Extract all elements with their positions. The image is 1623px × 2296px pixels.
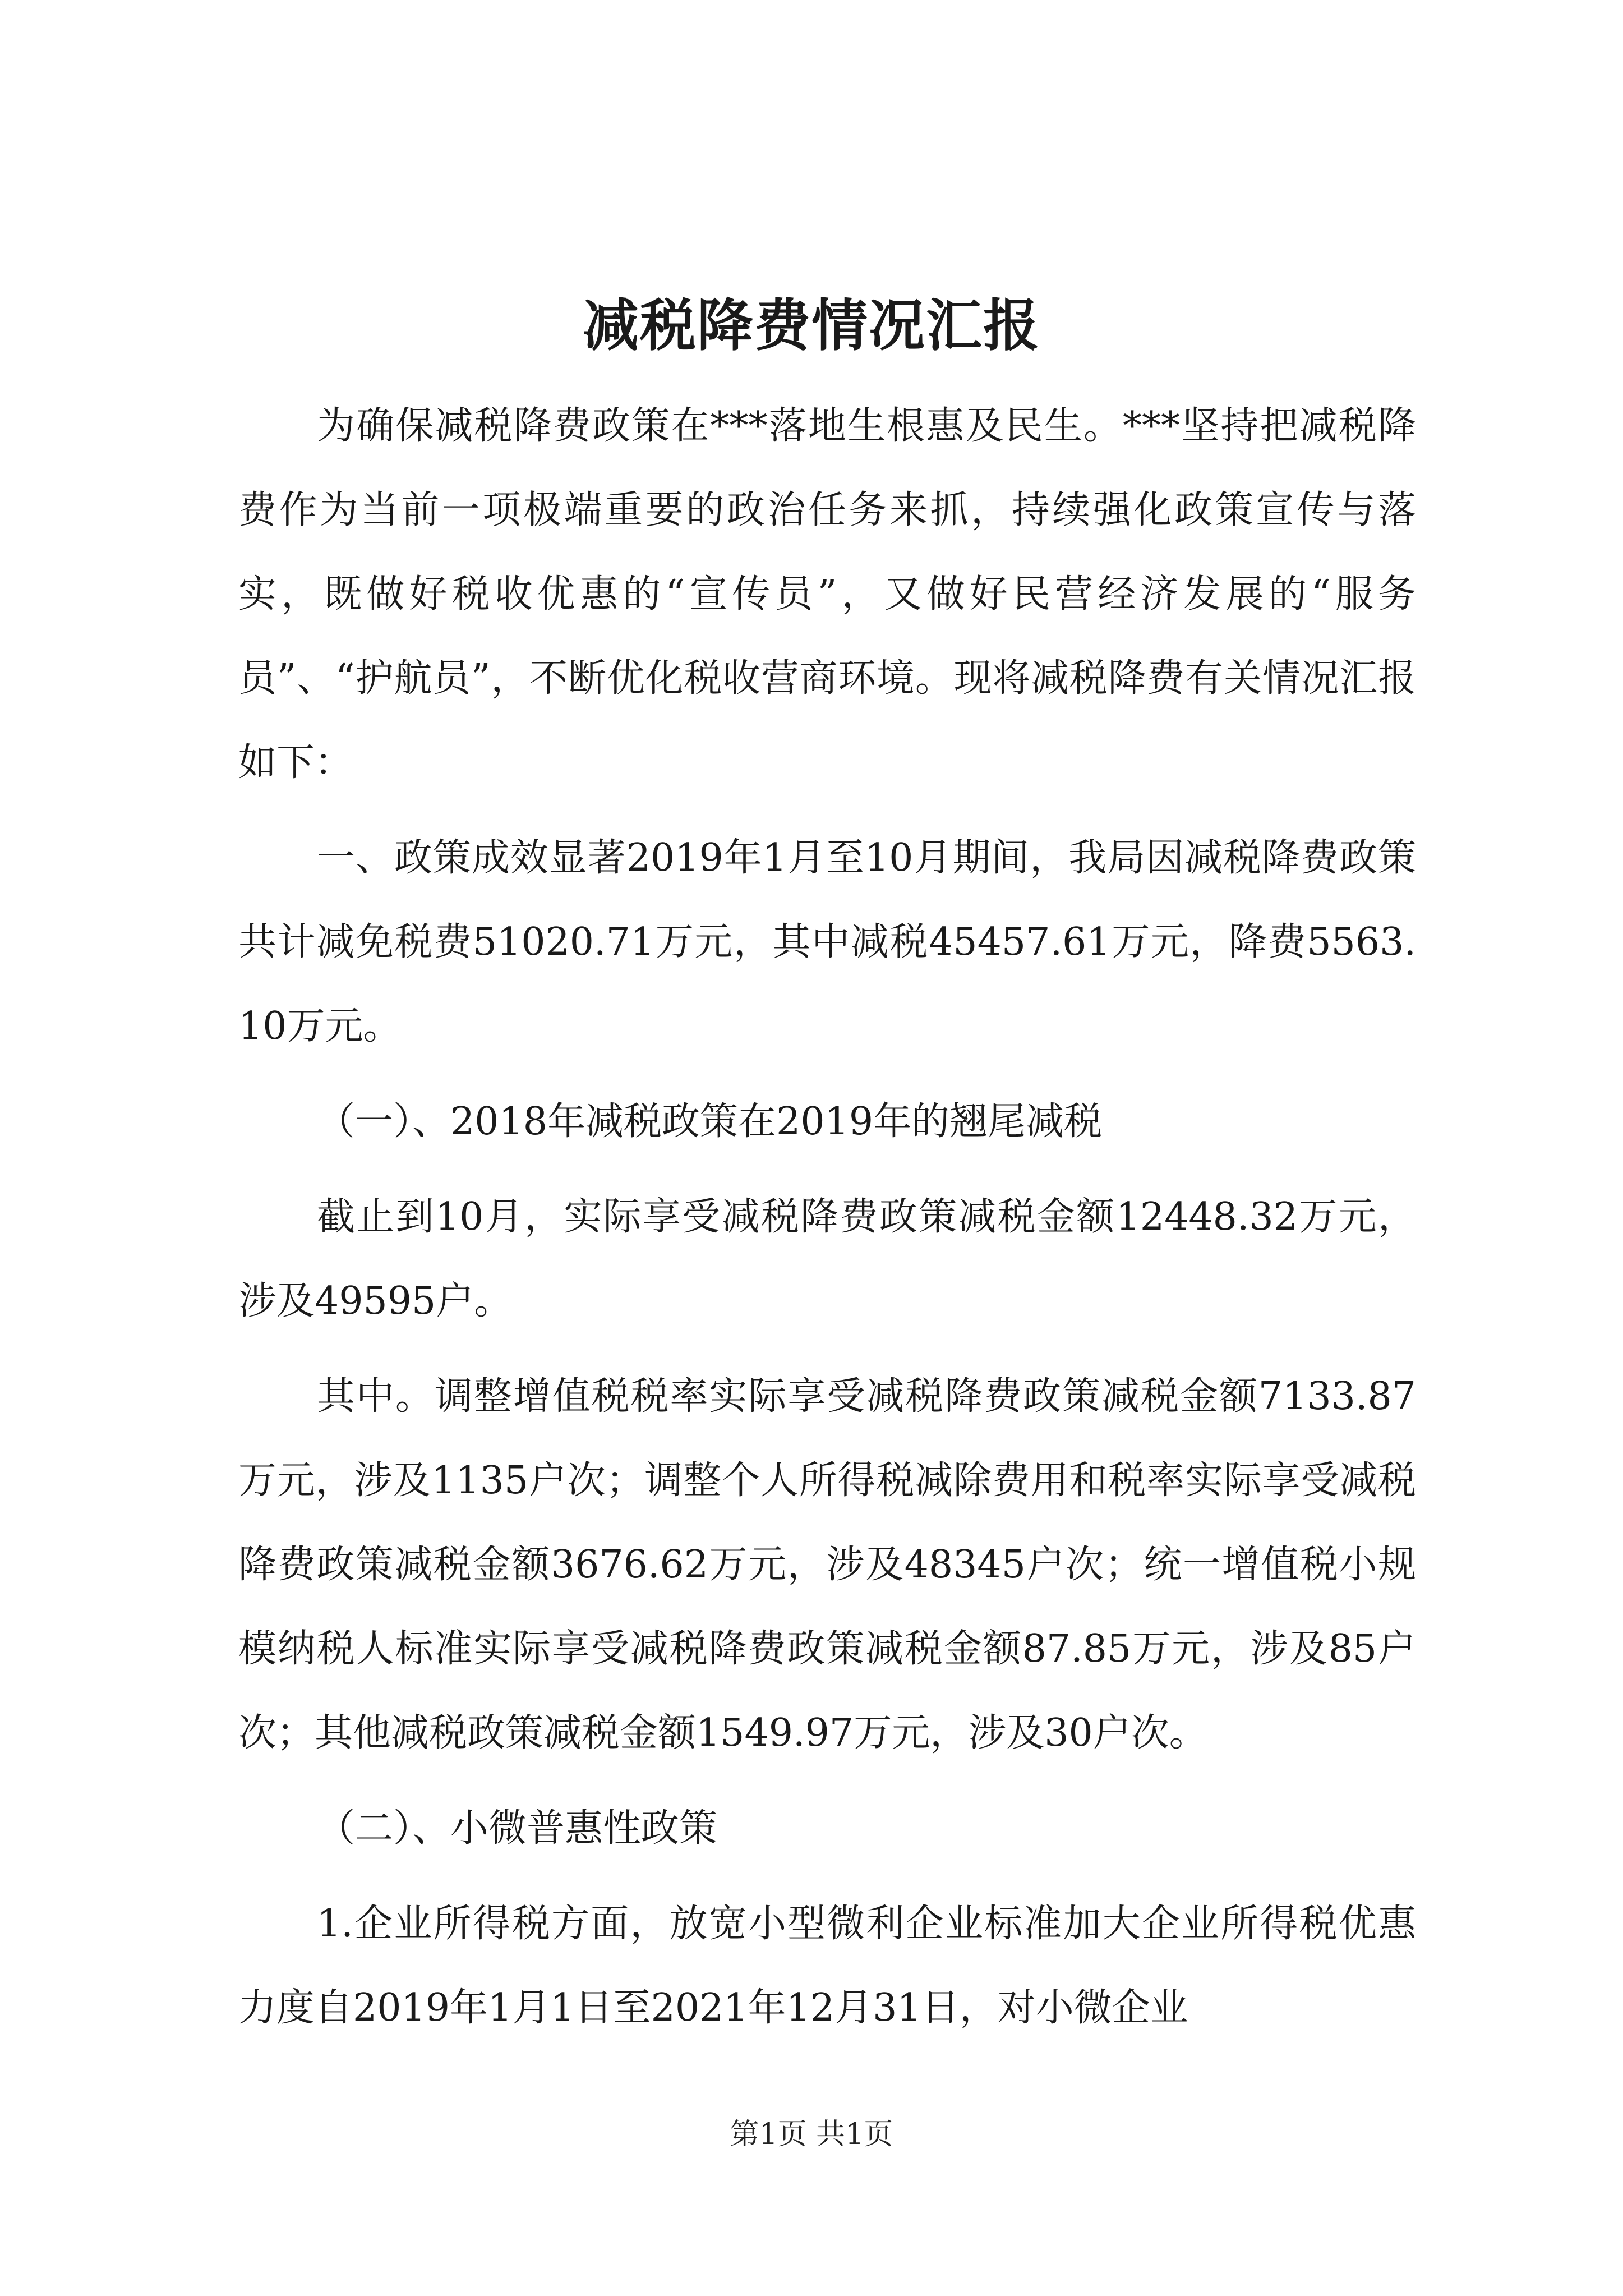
paragraph-details: 其中。调整增值税税率实际享受减税降费政策减税金额7133.87万元，涉及1135户次；调整个人所得税减除费用和税率实际享受减税降费政策减税金额3676.62万元，涉及48345户次；统一增值税小规模纳税人标准实际享受减税降费政策减税金额87.85万元，涉及85户次；其他减税政策减税金额1549.97万元，涉及30户次。: [238, 1374, 1416, 1755]
paragraph-corporate-tax: 1.企业所得税方面，放宽小型微利企业标准加大企业所得税优惠力度自2019年1月1日至2021年12月31日，对小微企业: [238, 1902, 1416, 2030]
document-title: 减税降费情况汇报: [583, 292, 1040, 358]
page-footer: 第1页 共1页: [730, 2118, 893, 2151]
document-body: [238, 384, 1416, 2050]
paragraph-carryover: 截止到10月，实际享受减税降费政策减税金额12448.32万元，涉及49595户。: [238, 1195, 1416, 1323]
section-heading-2: （二）、小微普惠性政策: [317, 1806, 718, 1851]
paragraph-policy-results: 一、政策成效显著2019年1月至10月期间，我局因减税降费政策共计减免税费51020.71万元，其中减税45457.61万元，降费5563.10万元。: [238, 836, 1416, 1048]
paragraph-intro: 为确保减税降费政策在***落地生根惠及民生。***坚持把减税降费作为当前一项极端重要的政治任务来抓，持续强化政策宣传与落实，既做好税收优惠的“宣传员”，又做好民营经济发展的“服务员”、“护航员”，不断优化税收营商环境。现将减税降费有关情况汇报如下：: [238, 404, 1416, 785]
section-heading-1: （一）、2018年减税政策在2019年的翘尾减税: [317, 1099, 1103, 1144]
